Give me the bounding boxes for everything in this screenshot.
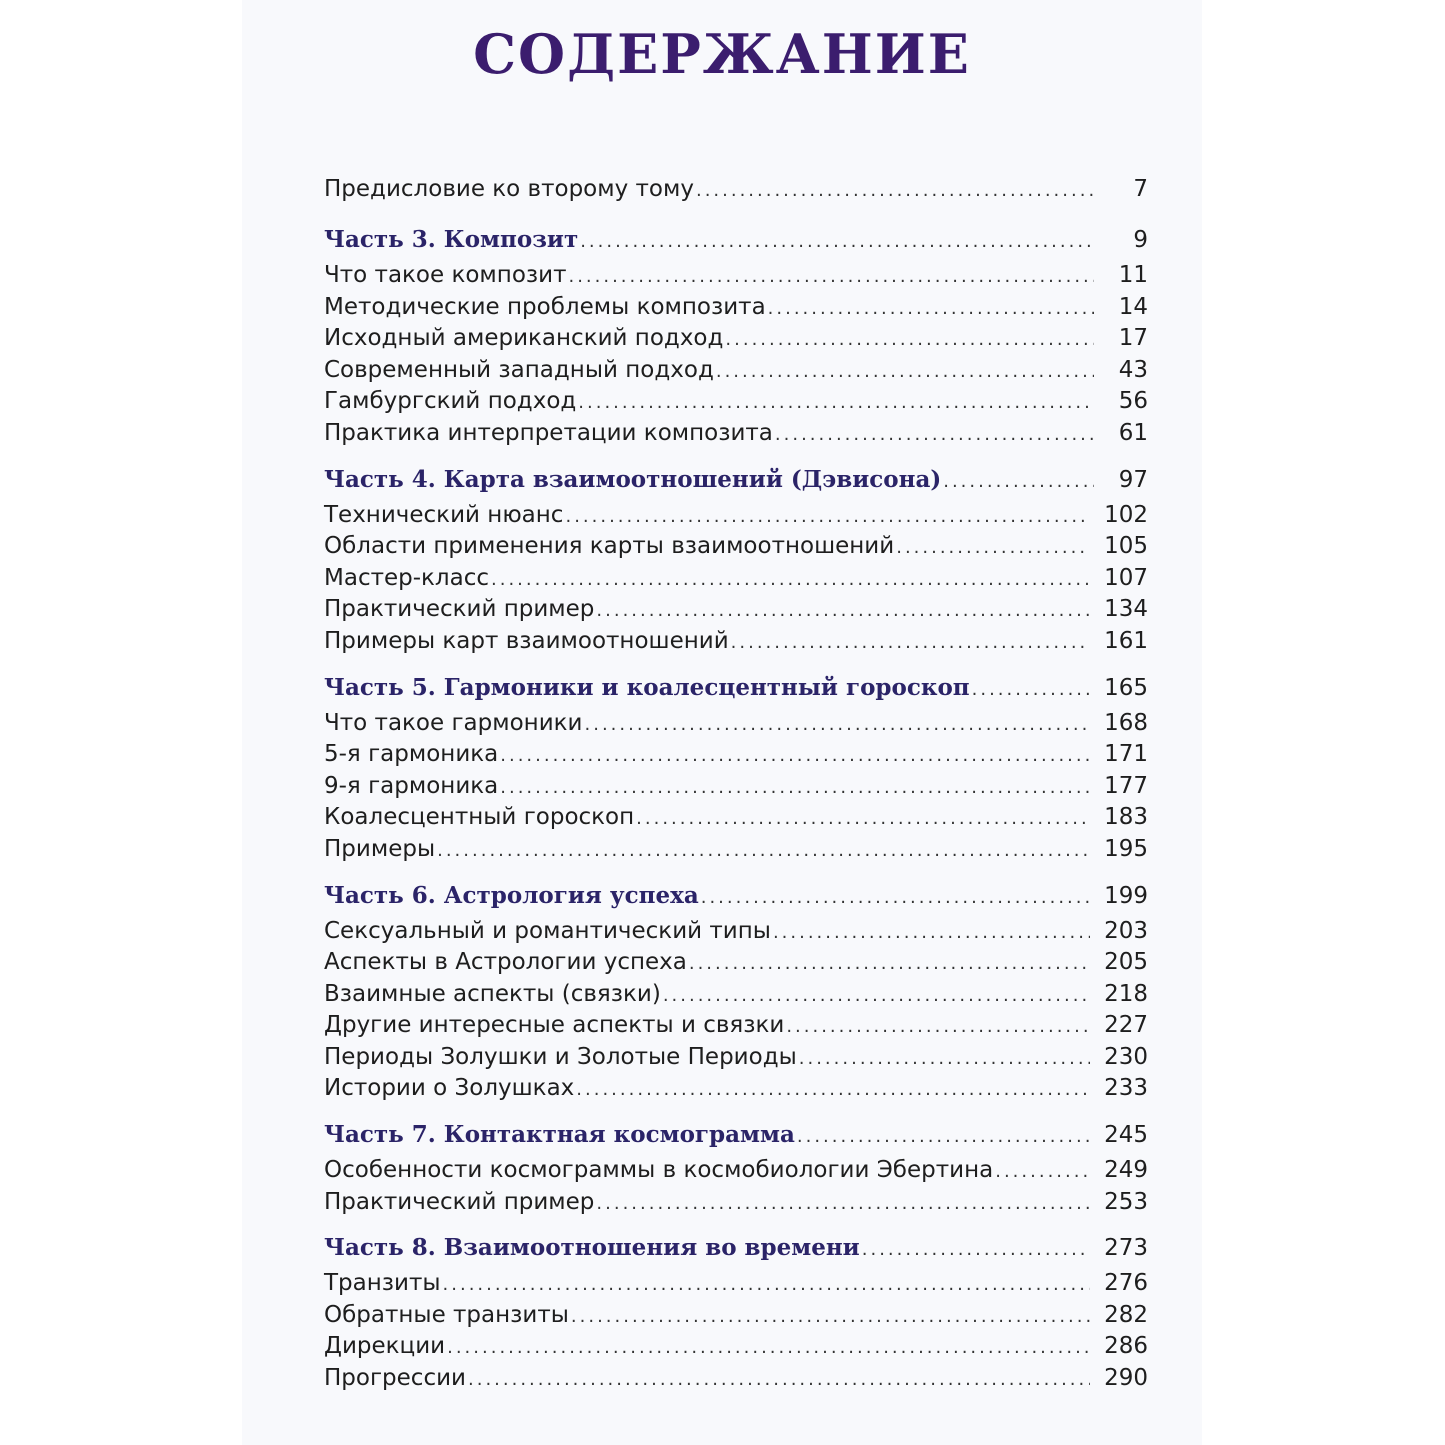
page-number: 105 xyxy=(1104,533,1148,560)
page-number: 205 xyxy=(1104,949,1148,976)
page-number: 249 xyxy=(1104,1157,1148,1184)
dot-leader xyxy=(689,953,1090,974)
toc-entry xyxy=(324,949,1148,981)
dot-leader xyxy=(576,1079,1090,1100)
dot-leader xyxy=(565,506,1090,527)
entry-title: Часть 7. Контактная космограмма xyxy=(324,1121,795,1149)
entry-title: Практический пример xyxy=(324,596,595,623)
dot-leader xyxy=(596,600,1090,621)
toc-entry xyxy=(324,1189,1148,1221)
entry-title: 9-я гармоника xyxy=(324,772,499,799)
page-number: 233 xyxy=(1104,1075,1148,1102)
dot-leader xyxy=(491,569,1090,590)
dot-leader xyxy=(443,1274,1091,1295)
page-number: 102 xyxy=(1104,501,1148,528)
dot-leader xyxy=(773,922,1090,943)
toc-part-heading xyxy=(324,466,1148,502)
page-number: 56 xyxy=(1118,388,1148,415)
page-number: 9 xyxy=(1133,227,1148,253)
page-number: 107 xyxy=(1104,564,1148,591)
page-number: 17 xyxy=(1118,325,1148,352)
dot-leader xyxy=(578,392,1094,413)
dot-leader xyxy=(568,266,1094,287)
entry-title: Часть 5. Гармоники и коалесцентный гороскоп xyxy=(324,673,970,701)
toc-entry xyxy=(324,262,1148,294)
entry-title: Примеры карт взаимоотношений xyxy=(324,627,729,654)
toc-entry xyxy=(324,596,1148,628)
entry-title: Мастер-класс xyxy=(324,564,490,591)
page-number: 290 xyxy=(1104,1365,1148,1392)
entry-title: Что такое гармоники xyxy=(324,709,583,736)
entry-title: Часть 8. Взаимоотношения во времени xyxy=(324,1234,860,1262)
dot-leader xyxy=(596,1193,1090,1214)
dot-leader xyxy=(716,361,1094,382)
dot-leader xyxy=(725,329,1094,350)
toc-entry xyxy=(324,804,1148,836)
entry-title: Примеры xyxy=(324,835,436,862)
toc-entry xyxy=(324,1075,1148,1107)
dot-leader xyxy=(768,298,1094,319)
dot-leader xyxy=(775,424,1094,445)
toc-part-heading xyxy=(324,882,1148,918)
toc-part-heading xyxy=(324,226,1148,262)
page-number: 282 xyxy=(1104,1301,1148,1328)
page-number: 134 xyxy=(1104,596,1148,623)
page-title: СОДЕРЖАНИЕ xyxy=(473,22,971,86)
page-number: 165 xyxy=(1104,674,1148,701)
toc-entry xyxy=(324,420,1148,452)
page-number: 203 xyxy=(1104,917,1148,944)
page-number: 171 xyxy=(1104,741,1148,768)
entry-title: Аспекты в Астрологии успеха xyxy=(324,949,687,976)
entry-title: Истории о Золушках xyxy=(324,1075,575,1102)
page-number: 230 xyxy=(1104,1043,1148,1070)
entry-title: Практика интерпретации композита xyxy=(324,419,773,446)
entry-title: Часть 3. Композит xyxy=(324,226,579,253)
page-number: 286 xyxy=(1104,1333,1148,1360)
entry-title: Практический пример xyxy=(324,1188,595,1215)
toc-entry xyxy=(324,176,1148,212)
entry-title: 5-я гармоника xyxy=(324,741,499,768)
page-number: 183 xyxy=(1104,804,1148,831)
toc-part-heading xyxy=(324,1121,1148,1157)
page-number: 227 xyxy=(1104,1012,1148,1039)
entry-title: Периоды Золушки и Золотые Периоды xyxy=(324,1043,797,1070)
dot-leader xyxy=(786,1016,1090,1037)
page-number: 43 xyxy=(1118,356,1148,383)
dot-leader xyxy=(585,714,1091,735)
toc-entry xyxy=(324,325,1148,357)
page-number: 161 xyxy=(1104,627,1148,654)
dot-leader xyxy=(500,745,1090,766)
entry-title: Коалесцентный гороскоп xyxy=(324,804,635,831)
entry-title: Другие интересные аспекты и связки xyxy=(324,1012,785,1039)
dot-leader xyxy=(580,231,1094,252)
entry-title: Транзиты xyxy=(324,1270,441,1297)
page-number: 14 xyxy=(1118,293,1148,320)
dot-leader xyxy=(663,985,1090,1006)
dot-leader xyxy=(797,1126,1090,1147)
page-number: 97 xyxy=(1118,466,1148,493)
entry-title: Области применения карты взаимоотношений xyxy=(324,533,895,560)
toc-entry xyxy=(324,1365,1148,1397)
toc-entry xyxy=(324,294,1148,326)
entry-title: Дирекции xyxy=(324,1333,446,1360)
page-number: 11 xyxy=(1118,262,1148,288)
entry-title: Сексуальный и романтический типы xyxy=(324,917,771,944)
dot-leader xyxy=(799,1048,1090,1069)
dot-leader xyxy=(468,1369,1090,1390)
dot-leader xyxy=(696,180,1094,201)
page-number: 218 xyxy=(1104,980,1148,1007)
dot-leader xyxy=(896,537,1090,558)
entry-title: Часть 4. Карта взаимоотношений (Дэвисона) xyxy=(324,465,942,493)
toc-entry xyxy=(324,502,1148,534)
dot-leader xyxy=(701,887,1090,908)
toc-entry xyxy=(324,388,1148,420)
entry-title: Гамбургский подход xyxy=(324,388,577,415)
page-number: 199 xyxy=(1104,882,1148,909)
entry-title: Технический нюанс xyxy=(324,501,564,528)
book-page xyxy=(242,0,1202,1445)
entry-title: Что такое композит xyxy=(324,262,567,288)
table-of-contents xyxy=(324,176,1148,1397)
page-number: 177 xyxy=(1104,772,1148,799)
entry-title: Взаимные аспекты (связки) xyxy=(324,980,661,1007)
page-number: 195 xyxy=(1104,835,1148,862)
entry-title: Методические проблемы композита xyxy=(324,293,766,320)
dot-leader xyxy=(437,840,1090,861)
page-number: 61 xyxy=(1118,419,1148,446)
entry-title: Современный западный подход xyxy=(324,356,714,383)
toc-entry xyxy=(324,773,1148,805)
dot-leader xyxy=(500,777,1090,798)
toc-entry xyxy=(324,1012,1148,1044)
dot-leader xyxy=(972,679,1090,700)
dot-leader xyxy=(943,471,1094,492)
dot-leader xyxy=(862,1239,1090,1260)
entry-title: Обратные транзиты xyxy=(324,1301,569,1328)
toc-entry xyxy=(324,918,1148,950)
dot-leader xyxy=(731,632,1090,653)
page-number: 168 xyxy=(1104,709,1148,736)
toc-entry xyxy=(324,1270,1148,1302)
toc-entry xyxy=(324,710,1148,742)
toc-entry xyxy=(324,1044,1148,1076)
page-number: 273 xyxy=(1104,1235,1148,1262)
toc-entry xyxy=(324,836,1148,868)
entry-title: Исходный американский подход xyxy=(324,325,724,352)
toc-entry xyxy=(324,981,1148,1013)
toc-entry xyxy=(324,1333,1148,1365)
toc-entry xyxy=(324,628,1148,660)
entry-title: Часть 6. Астрология успеха xyxy=(324,881,699,909)
entry-title: Прогрессии xyxy=(324,1365,466,1392)
toc-entry xyxy=(324,1157,1148,1189)
dot-leader xyxy=(571,1306,1090,1327)
toc-part-heading xyxy=(324,1234,1148,1270)
toc-entry xyxy=(324,533,1148,565)
page-number: 276 xyxy=(1104,1270,1148,1297)
toc-entry xyxy=(324,1302,1148,1334)
dot-leader xyxy=(636,808,1090,829)
toc-entry xyxy=(324,741,1148,773)
page-number: 245 xyxy=(1104,1122,1148,1149)
toc-entry xyxy=(324,357,1148,389)
entry-title: Предисловие ко второму тому xyxy=(324,176,694,202)
toc-entry xyxy=(324,565,1148,597)
entry-title: Особенности космограммы в космобиологии Эбертина xyxy=(324,1157,994,1184)
page-number: 253 xyxy=(1104,1188,1148,1215)
toc-part-heading xyxy=(324,674,1148,710)
dot-leader xyxy=(447,1337,1090,1358)
page-number: 7 xyxy=(1133,176,1148,202)
dot-leader xyxy=(995,1161,1090,1182)
